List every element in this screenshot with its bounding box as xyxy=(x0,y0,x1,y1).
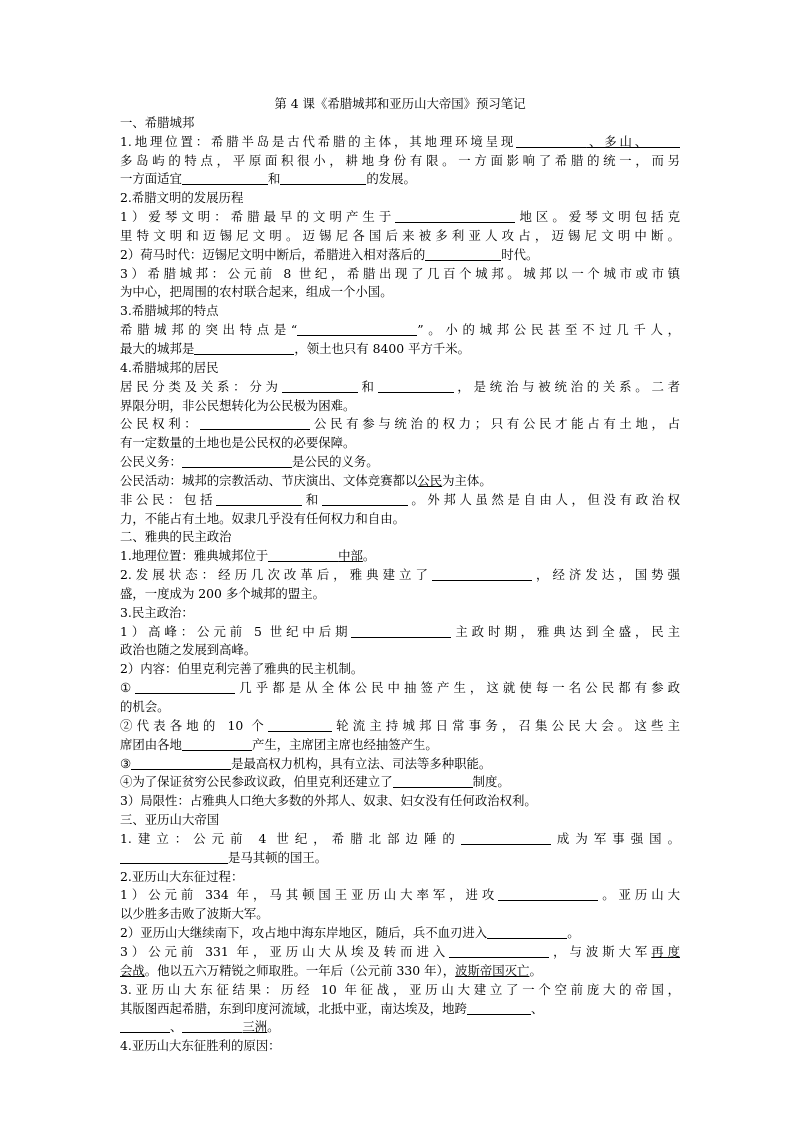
s2-c2-line-1: ②代表各地的 10 个 轮流主持城邦日常事务，召集公民大会。这些主 xyxy=(120,717,680,733)
s1-feat-line-2: 最大的城邦是 ，领土也只有 8400 平方千米。 xyxy=(120,340,471,356)
blank-field[interactable] xyxy=(268,549,338,562)
s2-peak-line-1: 1）高峰：公元前 5 世纪中后期 主政时期，雅典达到全盛，民主 xyxy=(120,623,680,639)
section-heading-athenian-democracy: 二、雅典的民主政治 xyxy=(120,529,232,545)
s2-dev-line-1: 2.发展状态：经历几次改革后，雅典建立了 ，经济发达，国势强 xyxy=(120,567,680,583)
s2-content-line: 2）内容：伯里克利完善了雅典的民主机制。 xyxy=(120,661,364,677)
blank-field[interactable] xyxy=(280,172,366,185)
blank-field[interactable] xyxy=(282,380,358,393)
s1-res-line-2: 界限分明，非公民想转化为公民极为困难。 xyxy=(120,397,356,413)
blank-field[interactable] xyxy=(650,135,680,148)
s1-geo-line-2: 多岛屿的特点，平原面积很小，耕地身份有限。一方面影响了希腊的统一，而另 xyxy=(120,152,680,168)
blank-field[interactable] xyxy=(395,210,515,223)
blank-field[interactable] xyxy=(182,455,292,468)
blank-field[interactable] xyxy=(120,1020,170,1033)
page-title: 第 4 课《希腊城邦和亚历山大帝国》预习笔记 xyxy=(274,96,526,111)
s2-peak-line-2: 政治也随之发展到高峰。 xyxy=(120,642,257,658)
blank-field[interactable] xyxy=(351,625,451,638)
s3-reason-heading: 4.亚历山大东征胜利的原因： xyxy=(120,1038,281,1054)
blank-field[interactable] xyxy=(131,757,231,770)
s3-e3-line-2: 会战。他以五六万精锐之师取胜。一年后（公元前 330 年），波斯帝国灭亡。 xyxy=(120,962,542,978)
blank-field[interactable] xyxy=(487,926,567,939)
s3-east-heading: 2.亚历山大东征过程： xyxy=(120,868,244,884)
s2-limit-line: 3）局限性：占雅典人口绝大多数的外邦人、奴隶、妇女没有任何政治权利。 xyxy=(120,793,537,809)
s1-aegean-line-2: 里特文明和迈锡尼文明。迈锡尼各国后来被多利亚人攻占，迈锡尼文明中断。 xyxy=(120,227,680,243)
s2-dev-line-2: 盛，一度成为 200 多个城邦的盟主。 xyxy=(120,585,325,601)
blank-field[interactable] xyxy=(268,719,332,732)
s2-c1-line-1: ① 几乎都是从全体公民中抽签产生，这就使每一名公民都有参政 xyxy=(120,680,680,696)
s1-noncit-line-2: 力，不能占有土地。奴隶几乎没有任何权力和自由。 xyxy=(120,510,405,526)
s1-geo-line-1: 1.地理位置：希腊半岛是古代希腊的主体，其地理环境呈现 、多山、 xyxy=(120,133,680,152)
blank-field[interactable] xyxy=(182,1020,242,1033)
s2-geo-line: 1.地理位置：雅典城邦位于 中部。 xyxy=(120,548,376,564)
s1-res-line-1: 居民分类及关系：分为 和 ，是统治与被统治的关系。二者 xyxy=(120,378,680,394)
blank-field[interactable] xyxy=(182,738,252,751)
blank-field[interactable] xyxy=(182,172,268,185)
blank-field[interactable] xyxy=(393,775,473,788)
study-notes-page xyxy=(120,95,680,1056)
blank-field[interactable] xyxy=(216,493,302,506)
blank-field[interactable] xyxy=(467,1002,531,1015)
s3-e1-line-2: 以少胜多击败了波斯大军。 xyxy=(120,906,269,922)
s1-city-line-2: 为中心，把周围的农村联合起来，组成一个小国。 xyxy=(120,284,393,300)
s1-noncit-line-1: 非公民：包括 和 。外邦人虽然是自由人，但没有政治权 xyxy=(120,491,680,507)
blank-field[interactable] xyxy=(200,417,310,430)
s2-pol-heading: 3.民主政治： xyxy=(120,604,194,620)
blank-field[interactable] xyxy=(120,851,228,864)
s1-geo-line-3: 一方面适宜 和 的发展。 xyxy=(120,171,416,187)
s1-res-heading: 4.希腊城邦的居民 xyxy=(120,359,219,375)
s1-activity-line: 公民活动：城邦的宗教活动、节庆演出、文体竞赛都以公民为主体。 xyxy=(120,472,492,488)
section-heading-alexander-empire: 三、亚历山大帝国 xyxy=(120,812,220,828)
s3-result-line-2: 其版图西起希腊，东到印度河流域，北抵中亚，南达埃及，地跨 、 xyxy=(120,1000,544,1016)
s3-result-line-1: 3.亚历山大东征结果：历经 10 年征战，亚历山大建立了一个空前庞大的帝国， xyxy=(120,981,680,997)
s3-result-line-3: 、 三洲。 xyxy=(120,1018,680,1037)
s1-homer-line: 2）荷马时代：迈锡尼文明中断后，希腊进入相对落后的 时代。 xyxy=(120,246,539,262)
blank-field[interactable] xyxy=(135,681,235,694)
s1-rights-line-2: 有一定数量的土地也是公民权的必要保障。 xyxy=(120,435,356,451)
s1-dev-heading: 2.希腊文明的发展历程 xyxy=(120,190,244,206)
s2-c4-line: ④为了保证贫穷公民参政议政，伯里克利还建立了 制度。 xyxy=(120,774,510,790)
s1-duty-line: 公民义务： 是公民的义务。 xyxy=(120,454,379,470)
blank-field[interactable] xyxy=(516,135,586,148)
s1-feat-line-1: 希腊城邦的突出特点是“ ”。小的城邦公民甚至不过几千人， xyxy=(120,322,680,338)
s3-e1-line-1: 1）公元前 334 年，马其顿国王亚历山大率军，进攻 。亚历山大 xyxy=(120,887,680,903)
s3-e3-line-1: 3）公元前 331 年，亚历山大从埃及转而进入 ，与波斯大军再度 xyxy=(120,943,680,959)
blank-field[interactable] xyxy=(378,380,454,393)
blank-field[interactable] xyxy=(432,568,532,581)
s2-c3-line: ③ 是最高权力机构，具有立法、司法等多种职能。 xyxy=(120,755,492,771)
s3-est-line-2: 是马其顿的国王。 xyxy=(120,849,680,868)
s3-est-line-1: 1.建立：公元前 4 世纪，希腊北部边陲的 成为军事强国。 xyxy=(120,830,680,846)
blank-field[interactable] xyxy=(498,888,598,901)
s2-c1-line-2: 的机会。 xyxy=(120,699,170,714)
s1-feat-heading: 3.希腊城邦的特点 xyxy=(120,303,219,319)
section-heading-greek-city-states: 一、希腊城邦 xyxy=(120,114,195,130)
blank-field[interactable] xyxy=(461,832,551,845)
blank-field[interactable] xyxy=(322,493,408,506)
s1-city-line-1: 3）希腊城邦：公元前 8 世纪，希腊出现了几百个城邦。城邦以一个城市或市镇 xyxy=(120,265,680,281)
s1-rights-line-1: 公民权利： 公民有参与统治的权力；只有公民才能占有土地，占 xyxy=(120,416,680,432)
s1-aegean-line-1: 1）爱琴文明：希腊最早的文明产生于 地区。爱琴文明包括克 xyxy=(120,209,680,225)
blank-field[interactable] xyxy=(194,342,294,355)
blank-field[interactable] xyxy=(297,323,417,336)
s2-c2-line-2: 席团由各地 产生，主席团主席也经抽签产生。 xyxy=(120,736,438,752)
blank-field[interactable] xyxy=(449,945,549,958)
blank-field[interactable] xyxy=(425,248,501,261)
s3-e2-line: 2）亚历山大继续南下，攻占地中海东岸地区，随后，兵不血刃进入 。 xyxy=(120,925,580,941)
